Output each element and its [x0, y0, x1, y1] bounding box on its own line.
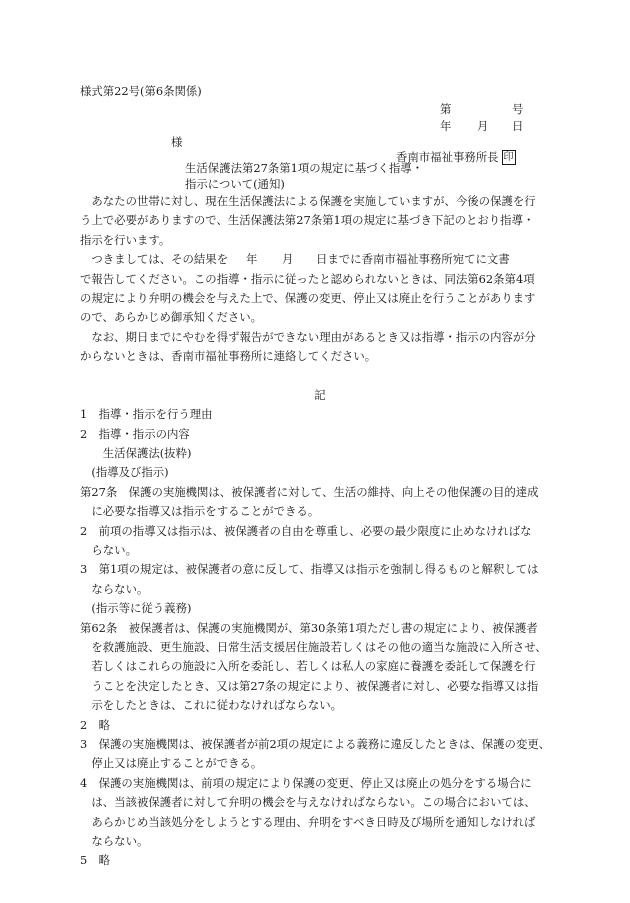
body-line: の規定により弁明の機会を与えた上で、保護の変更、停止又は廃止を行うことがあります [80, 290, 536, 305]
title-line-2: 指示について(通知) [185, 177, 285, 191]
body-line: 生活保護法(抜粋) [80, 446, 192, 461]
body-line: 5 略 [80, 853, 111, 868]
body-line: 3 第1項の規定は、被保護者の意に反して、指導又は指示を強制し得るものと解釈しては [80, 562, 539, 577]
body-line: ならない。 [80, 833, 149, 848]
body-line: ならない。 [80, 581, 149, 596]
body-line: うことを決定したとき、又は第27条の規定により、被保護者に対し、必要な指導又は指 [80, 678, 539, 693]
body-line [80, 871, 560, 890]
body-line: に必要な指導又は指示をすることができる。 [80, 504, 320, 519]
body-line: らない。 [80, 543, 137, 558]
deadline-line [80, 250, 560, 269]
ki-heading: 記 [314, 387, 326, 402]
body-line: 1 指導・指示を行う理由 [80, 407, 213, 422]
date-year: 年 [440, 119, 452, 133]
deadline-text-1: つきましては、その結果を [80, 252, 229, 267]
body-line: を救護施設、更生施設、日常生活支援居住施設若しくはその他の適当な施設に入所させ、 [80, 639, 547, 654]
body-line: ので、あらかじめ御承知ください。 [80, 310, 263, 325]
sender-name: 香南市福祉事務所長 [396, 150, 499, 164]
body-line: なお、期日までにやむを得ず報告ができない理由があるとき又は指導・指示の内容が分 [80, 329, 536, 344]
date-month: 月 [477, 119, 489, 133]
body-line: は、当該被保護者に対して弁明の機会を与えなければならない。この場合においては、 [80, 795, 536, 810]
body-line: 2 略 [80, 717, 111, 732]
doc-number-prefix: 第 [440, 102, 452, 116]
body-line: 示をしたときは、これに従わなければならない。 [80, 698, 342, 713]
body-line [80, 367, 560, 386]
body-line: 第27条 保護の実施機関は、被保護者に対して、生活の維持、向上その他保護の目的達成 [80, 484, 539, 499]
deadline-month: 月 [282, 252, 294, 267]
body-line: 停止又は廃止することができる。 [80, 756, 263, 771]
deadline-year: 年 [246, 252, 258, 267]
body-line: (指導及び指示) [80, 465, 169, 480]
body-line: 3 保護の実施機関は、被保護者が前2項の規定による義務に違反したときは、保護の変更、 [80, 736, 551, 751]
body-line: 第62条 被保護者は、保護の実施機関が、第30条第1項ただし書の規定により、被保護者 [80, 620, 538, 635]
doc-number-suffix: 号 [512, 102, 524, 116]
body-line: からないときは、香南市福祉事務所に連絡してください。 [80, 349, 377, 364]
body-line: う上で必要がありますので、生活保護法第27条第1項の規定に基づき下記のとおり指導・ [80, 213, 535, 228]
body-line: 指示を行います。 [80, 232, 171, 247]
body-line: 2 指導・指示の内容 [80, 426, 190, 441]
body-line: あらかじめ当該処分をしようとする理由、弁明をすべき日時及び場所を通知しなければ [80, 814, 536, 829]
title-line-1: 生活保護法第27条第1項の規定に基づく指導・ [185, 161, 424, 175]
form-number: 様式第22号(第6条関係) [80, 84, 202, 98]
body-line: 4 保護の実施機関は、前項の規定により保護の変更、停止又は廃止の処分をする場合に [80, 775, 532, 790]
body-line: で報告してください。この指導・指示に従ったと認められないときは、同法第62条第4項 [80, 271, 535, 286]
document-body [80, 192, 560, 890]
body-line: 若しくはこれらの施設に入所を委託し、若しくは私人の家庭に養護を委託して保護を行 [80, 659, 536, 674]
addressee-honorific: 様 [171, 135, 183, 149]
seal-mark: 印 [503, 152, 514, 163]
date-day: 日 [512, 119, 524, 133]
body-line: あなたの世帯に対し、現在生活保護法による保護を実施していますが、今後の保護を行 [80, 194, 536, 208]
body-line: (指示等に従う義務) [80, 601, 192, 616]
deadline-text-2: 日までに香南市福祉事務所宛てに文書 [316, 252, 510, 267]
body-line: 2 前項の指導又は指示は、被保護者の自由を尊重し、必要の最少限度に止めなければな [80, 523, 532, 538]
